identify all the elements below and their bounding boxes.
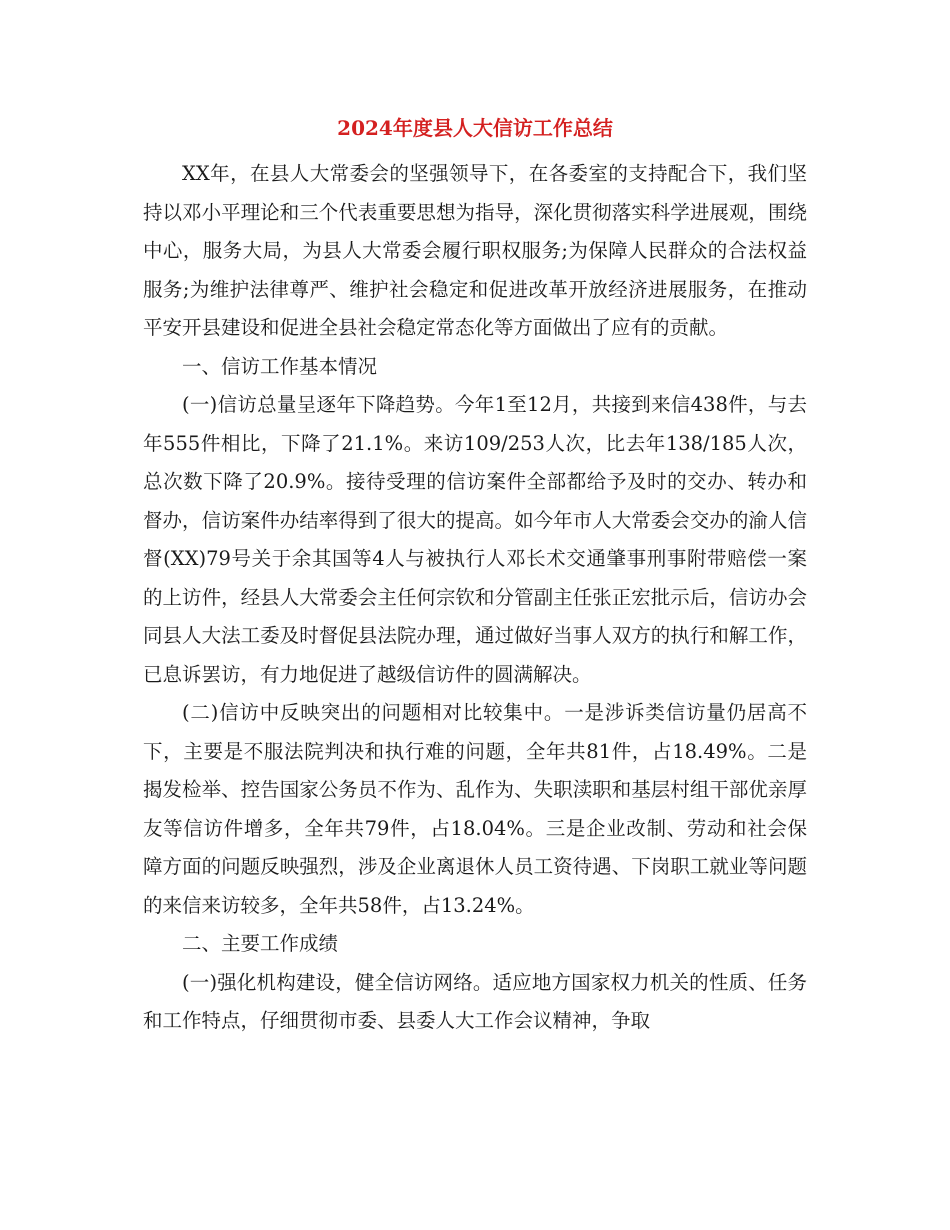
heading-section-2: 二、主要工作成绩 bbox=[182, 932, 339, 955]
document-body bbox=[143, 155, 807, 1041]
document-title: 2024年度县人大信访工作总结 bbox=[337, 116, 613, 140]
heading-section-1: 一、信访工作基本情况 bbox=[182, 354, 378, 378]
paragraph-petition-issues: (二)信访中反映突出的问题相对比较集中。一是涉诉类信访量仍居高不下，主要是不服法院判决和执行难的问题，全年共81件，占18.49%。二是揭发检举、控告国家公务员不作为、乱作为、失职渎职和基层村组干部优亲厚友等信访件增多，全年共79件，占18.04%。三是企业改制、劳动和社会保障方面的问题反映强烈，涉及企业离退休人员工资待遇、下岗职工就业等问题的来信来访较多，全年共58件，占13.24%。 bbox=[143, 701, 807, 917]
paragraph-organization: (一)强化机构建设，健全信访网络。适应地方国家权力机关的性质、任务和工作特点，仔细贯彻市委、县委人大工作会议精神，争取 bbox=[143, 970, 807, 1032]
paragraph-intro: XX年，在县人大常委会的坚强领导下，在各委室的支持配合下，我们坚持以邓小平理论和三个代表重要思想为指导，深化贯彻落实科学进展观，围绕中心，服务大局，为县人大常委会履行职权服务;为保障人民群众的合法权益服务;为维护法律尊严、维护社会稳定和促进改革开放经济进展服务，在推动平安开县建设和促进全县社会稳定常态化等方面做出了应有的贡献。 bbox=[143, 162, 807, 339]
paragraph-petition-volume: (一)信访总量呈逐年下降趋势。今年1至12月，共接到来信438件，与去年555件相比，下降了21.1%。来访109/253人次，比去年138/185人次，总次数下降了20.9%。接待受理的信访案件全部都给予及时的交办、转办和督办，信访案件办结率得到了很大的提高。如今年市人大常委会交办的渝人信督(XX)79号关于余其国等4人与被执行人邓长术交通肇事刑事附带赔偿一案的上访件，经县人大常委会主任何宗钦和分管副主任张正宏批示后，信访办会同县人大法工委及时督促县法院办理，通过做好当事人双方的执行和解工作，已息诉罢访，有力地促进了越级信访件的圆满解决。 bbox=[143, 393, 807, 686]
